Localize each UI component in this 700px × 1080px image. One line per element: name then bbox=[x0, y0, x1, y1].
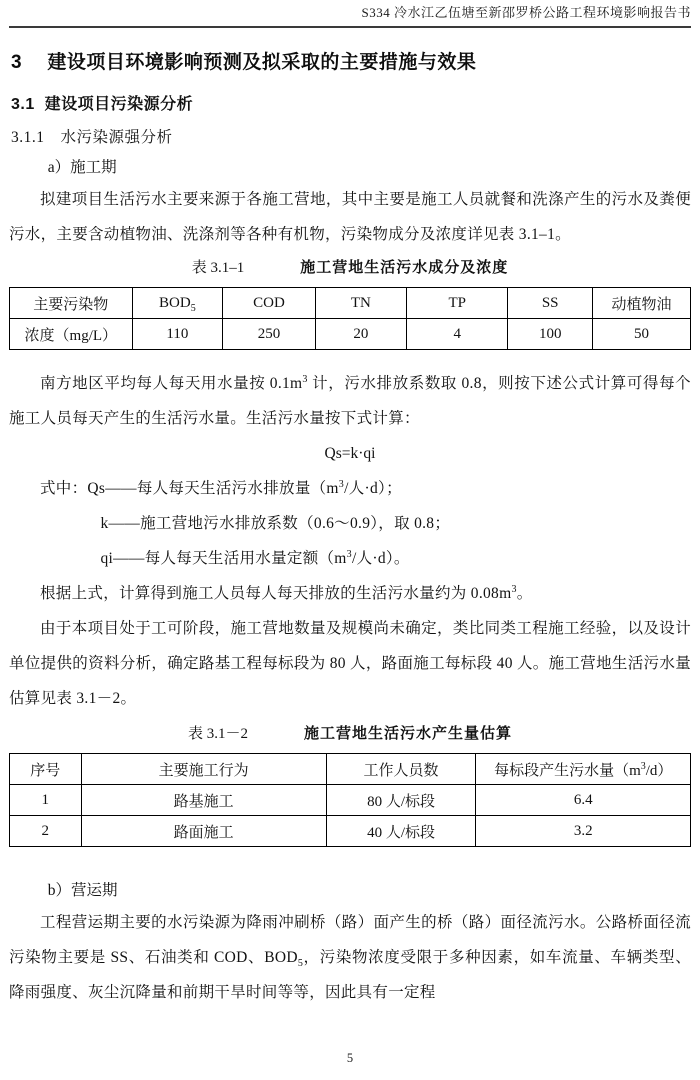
paragraph-calc-result: 根据上式，计算得到施工人员每人每天排放的生活污水量约为 $0.08m^3$。 bbox=[40, 583, 533, 602]
table1-value-tp: 4 bbox=[407, 319, 508, 350]
heading-3-1: 3.1 建设项目污染源分析 bbox=[11, 96, 194, 113]
table2-r2-workers: 40 人/标段 bbox=[326, 816, 476, 847]
table-row bbox=[10, 754, 691, 785]
table-row bbox=[10, 816, 691, 847]
table2-header-volume: 每标段产生污水量$(m^3/d)$ bbox=[476, 754, 691, 785]
table1-row-label: 浓度（mg/L） bbox=[10, 319, 133, 350]
table2-header-activity: 主要施工行为 bbox=[81, 754, 326, 785]
phase-a-label: a）施工期 bbox=[47, 159, 117, 176]
phase-b-label: b）营运期 bbox=[47, 882, 118, 899]
table2-r1-no: 1 bbox=[10, 785, 82, 816]
formula-qs: Qs=k·qi bbox=[324, 445, 376, 462]
table-row bbox=[10, 288, 691, 319]
table2-caption-title: 施工营地生活污水产生量估算 bbox=[304, 725, 513, 742]
table-row bbox=[10, 785, 691, 816]
table-row bbox=[10, 319, 691, 350]
table1-header-cod: COD bbox=[223, 288, 316, 319]
table1-value-cod: 250 bbox=[223, 319, 316, 350]
table2-header-no: 序号 bbox=[10, 754, 82, 785]
table2-r2-activity: 路面施工 bbox=[81, 816, 326, 847]
table1-value-tn: 20 bbox=[315, 319, 406, 350]
heading-3-1-1: 3.1.1 水污染源强分析 bbox=[11, 129, 173, 146]
table2-header-workers: 工作人员数 bbox=[326, 754, 476, 785]
table1-header-pollutant: 主要污染物 bbox=[10, 288, 133, 319]
table1-header-bod5: $BOD_5$ bbox=[132, 288, 223, 319]
table1-value-ss: 100 bbox=[508, 319, 592, 350]
paragraph-camp-estimate: 由于本项目处于工可阶段，施工营地数量及规模尚未确定，类比同类工程施工经验，以及设计单位提供的资料分析，确定路基工程每标段为 80 人，路面施工每标段 40 人。施工营地生活污水量估算见表 3.1－2。 bbox=[9, 620, 691, 707]
table1-header-tn: TN bbox=[315, 288, 406, 319]
page-header-title: S334 冷水江乙伍塘至新邵罗桥公路工程环境影响报告书 bbox=[361, 5, 691, 20]
header-rule bbox=[9, 26, 691, 28]
paragraph-operation-runoff: 工程营运期主要的水污染源为降雨冲刷桥（路）面产生的桥（路）面径流污水。公路桥面径流污染物主要是 SS、石油类和 COD、$BOD_5$，污染物浓度受限于多种因素，如车流量、车辆类型、降雨强度、灰尘沉降量和前期干旱时间等等，因此具有一定程 bbox=[9, 914, 692, 1001]
page-number: 5 bbox=[346, 1051, 354, 1065]
table2-r2-no: 2 bbox=[10, 816, 82, 847]
table-wastewater-estimate bbox=[9, 753, 691, 847]
heading-chapter-3: 3 建设项目环境影响预测及拟采取的主要措施与效果 bbox=[11, 52, 477, 73]
table1-header-oil: 动植物油 bbox=[592, 288, 690, 319]
table-wastewater-composition bbox=[9, 287, 691, 350]
table1-caption-number: 表 3.1–1 bbox=[191, 260, 245, 276]
table2-r1-workers: 80 人/标段 bbox=[326, 785, 476, 816]
formula-note-qs: 式中：Qs——每人每天生活污水排放量（$m^3/$人·d）； bbox=[40, 478, 402, 497]
table2-caption bbox=[9, 723, 691, 745]
table1-caption-title: 施工营地生活污水成分及浓度 bbox=[300, 259, 509, 276]
paragraph-water-usage: 南方地区平均每人每天用水量按 $0.1m^3$ 计，污水排放系数取 0.8，则按下述公式计算可得每个施工人员每天产生的生活污水量。生活污水量按下式计算： bbox=[9, 373, 691, 427]
table1-value-bod5: 110 bbox=[132, 319, 223, 350]
table2-r1-activity: 路基施工 bbox=[81, 785, 326, 816]
table2-r2-volume: 3.2 bbox=[476, 816, 691, 847]
formula-note-k: k——施工营地污水排放系数（0.6～0.9），取 0.8； bbox=[100, 515, 451, 532]
table1-value-oil: 50 bbox=[592, 319, 690, 350]
table1-caption bbox=[9, 257, 691, 279]
table2-caption-number: 表 3.1－2 bbox=[187, 726, 248, 742]
formula-note-qi: qi——每人每天生活用水量定额（$m^3/$人·d）。 bbox=[100, 548, 410, 567]
table1-header-ss: SS bbox=[508, 288, 592, 319]
table2-r1-volume: 6.4 bbox=[476, 785, 691, 816]
paragraph-construction-wastewater: 拟建项目生活污水主要来源于各施工营地，其中主要是施工人员就餐和洗涤产生的污水及粪便污水，主要含动植物油、洗涤剂等各种有机物，污染物成分及浓度详见表 3.1–1。 bbox=[9, 191, 691, 243]
table1-header-tp: TP bbox=[407, 288, 508, 319]
